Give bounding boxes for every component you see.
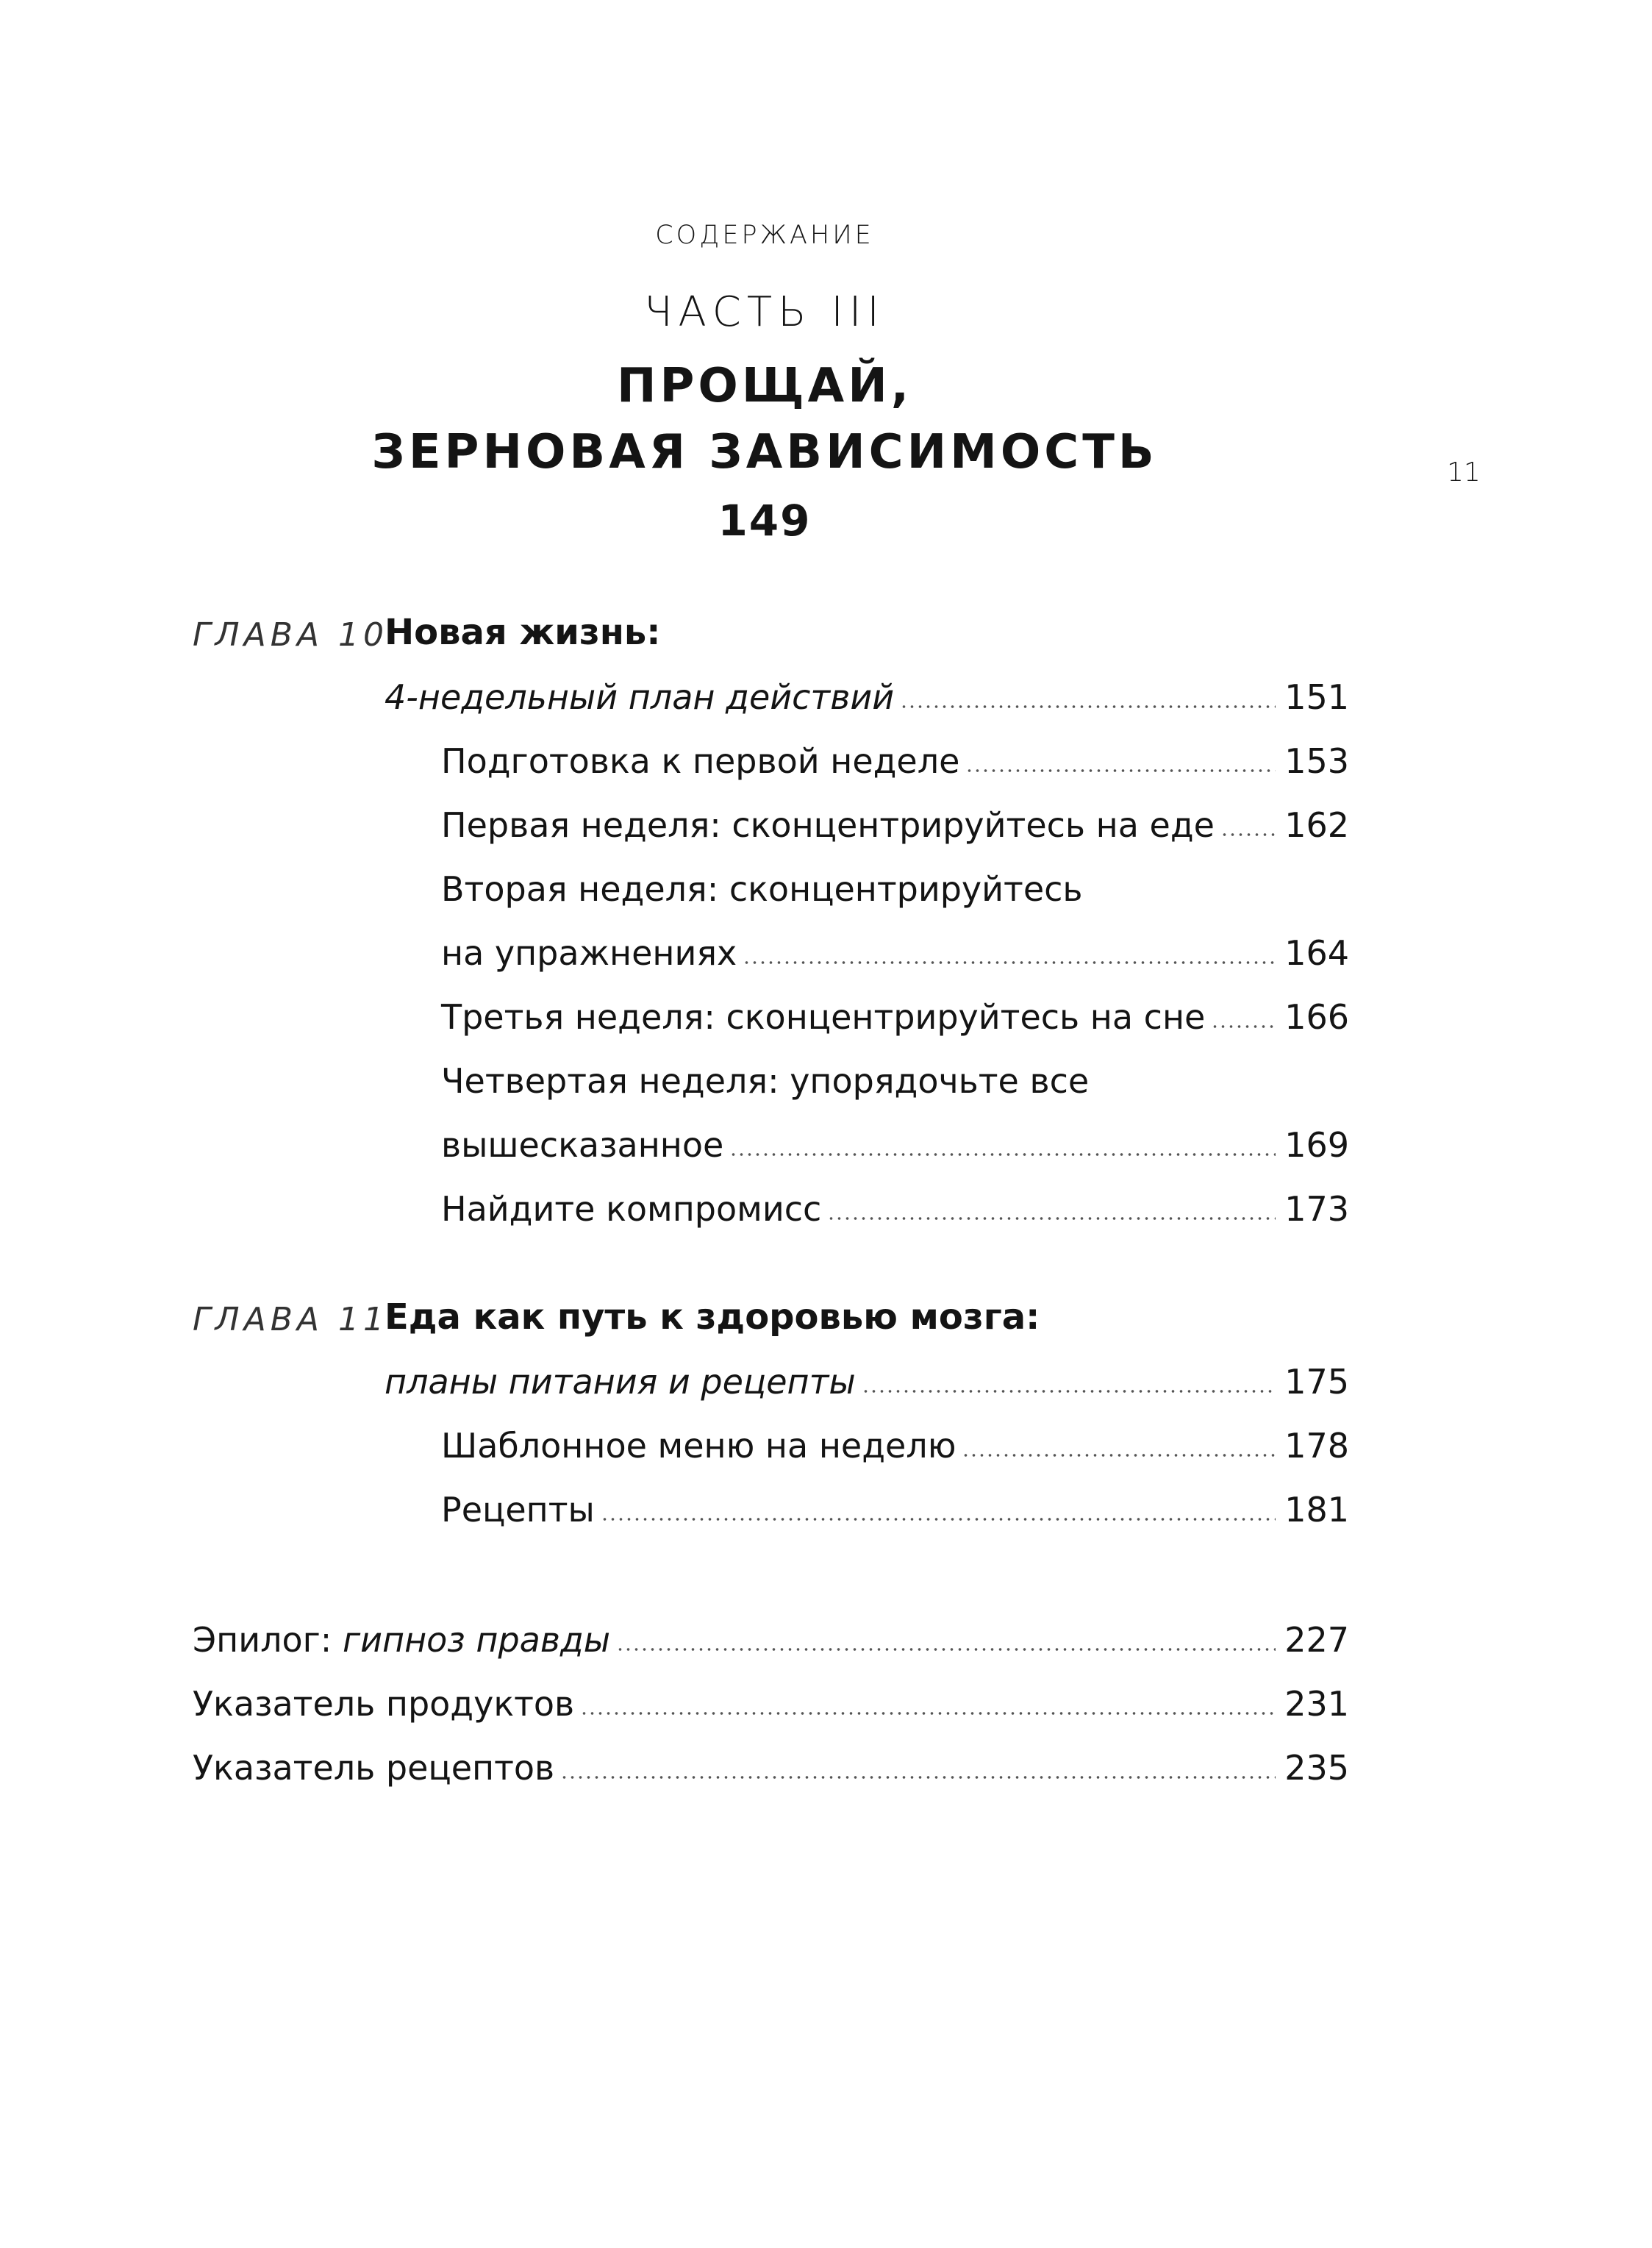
part-page-number: 149 <box>718 496 812 546</box>
toc-page: 227 <box>1284 1620 1349 1660</box>
toc-entry[interactable] <box>441 802 1349 848</box>
toc-entry-text: Рецепты <box>441 1490 595 1530</box>
toc-page: 162 <box>1284 805 1349 845</box>
toc-page: 166 <box>1284 997 1349 1037</box>
toc-page: 151 <box>1284 677 1349 717</box>
toc-entry[interactable] <box>441 1487 1349 1532</box>
toc-entry[interactable] <box>441 738 1349 784</box>
toc-entry[interactable] <box>193 1681 1349 1727</box>
dot-leader <box>862 1390 1276 1393</box>
toc-entry[interactable] <box>441 1122 1349 1168</box>
toc-entry-text: Подготовка к первой неделе <box>441 741 960 781</box>
toc-page: 153 <box>1284 741 1349 781</box>
page-number: 11 <box>1447 457 1481 488</box>
toc-entry[interactable] <box>193 1745 1349 1791</box>
dot-leader <box>965 769 1276 772</box>
chapter-11-subtitle: планы питания и рецепты <box>385 1362 856 1402</box>
toc-page: 164 <box>1284 933 1349 973</box>
toc-page: 169 <box>1284 1125 1349 1165</box>
toc-entry-text: Шаблонное меню на неделю <box>441 1426 956 1466</box>
dot-leader <box>1220 833 1276 836</box>
toc-page: 181 <box>1284 1490 1349 1530</box>
dot-leader <box>580 1712 1276 1715</box>
chapter-10-title: Новая жизнь: <box>385 612 661 653</box>
dot-leader <box>616 1648 1276 1651</box>
dot-leader <box>601 1518 1276 1521</box>
toc-page: 235 <box>1284 1748 1349 1788</box>
part-title-line-1: ПРОЩАЙ, <box>616 359 913 413</box>
toc-entry[interactable] <box>441 994 1349 1040</box>
toc-entry[interactable] <box>385 674 1349 720</box>
dot-leader <box>743 961 1276 964</box>
epilogue-prefix: Эпилог: <box>193 1620 343 1660</box>
chapter-10-subtitle: 4-недельный план действий <box>385 677 895 717</box>
toc-entry-text-line-2: на упражнениях <box>441 933 737 973</box>
toc-entry[interactable] <box>193 1617 1349 1663</box>
toc-entry[interactable] <box>441 1186 1349 1232</box>
toc-page: 178 <box>1284 1426 1349 1466</box>
toc-entry-text-line-1: Вторая неделя: сконцентрируйтесь <box>441 869 1083 909</box>
part-title-line-2: ЗЕРНОВАЯ ЗАВИСИМОСТЬ <box>371 425 1158 479</box>
toc-entry-text-line-1: Четвертая неделя: упорядочьте все <box>441 1061 1090 1101</box>
toc-entry-text: Найдите компромисс <box>441 1189 822 1229</box>
dot-leader <box>900 705 1276 708</box>
toc-entry-text: Первая неделя: сконцентрируйтесь на еде <box>441 805 1215 845</box>
dot-leader <box>962 1454 1276 1457</box>
toc-entry-text: Указатель продуктов <box>193 1684 575 1724</box>
chapter-11-title: Еда как путь к здоровью мозга: <box>385 1296 1040 1338</box>
toc-entry[interactable] <box>385 1359 1349 1405</box>
dot-leader <box>827 1217 1276 1220</box>
dot-leader <box>560 1776 1276 1779</box>
toc-page: 175 <box>1284 1362 1349 1402</box>
chapter-11-label: ГЛАВА 11 <box>193 1301 388 1338</box>
chapter-10-label: ГЛАВА 10 <box>193 616 388 654</box>
running-head: СОДЕРЖАНИЕ <box>655 221 874 250</box>
toc-page: 231 <box>1284 1684 1349 1724</box>
dot-leader <box>1211 1025 1276 1028</box>
toc-entry-text-line-2: вышесказанное <box>441 1125 724 1165</box>
toc-entry[interactable] <box>441 930 1349 976</box>
part-label: ЧАСТЬ III <box>644 288 885 336</box>
toc-page: 173 <box>1284 1189 1349 1229</box>
toc-entry[interactable] <box>441 1423 1349 1469</box>
epilogue-title: гипноз правды <box>342 1620 611 1660</box>
dot-leader <box>729 1153 1276 1156</box>
toc-entry-text: Третья неделя: сконцентрируйтесь на сне <box>441 997 1206 1037</box>
toc-entry-text: Указатель рецептов <box>193 1748 555 1788</box>
